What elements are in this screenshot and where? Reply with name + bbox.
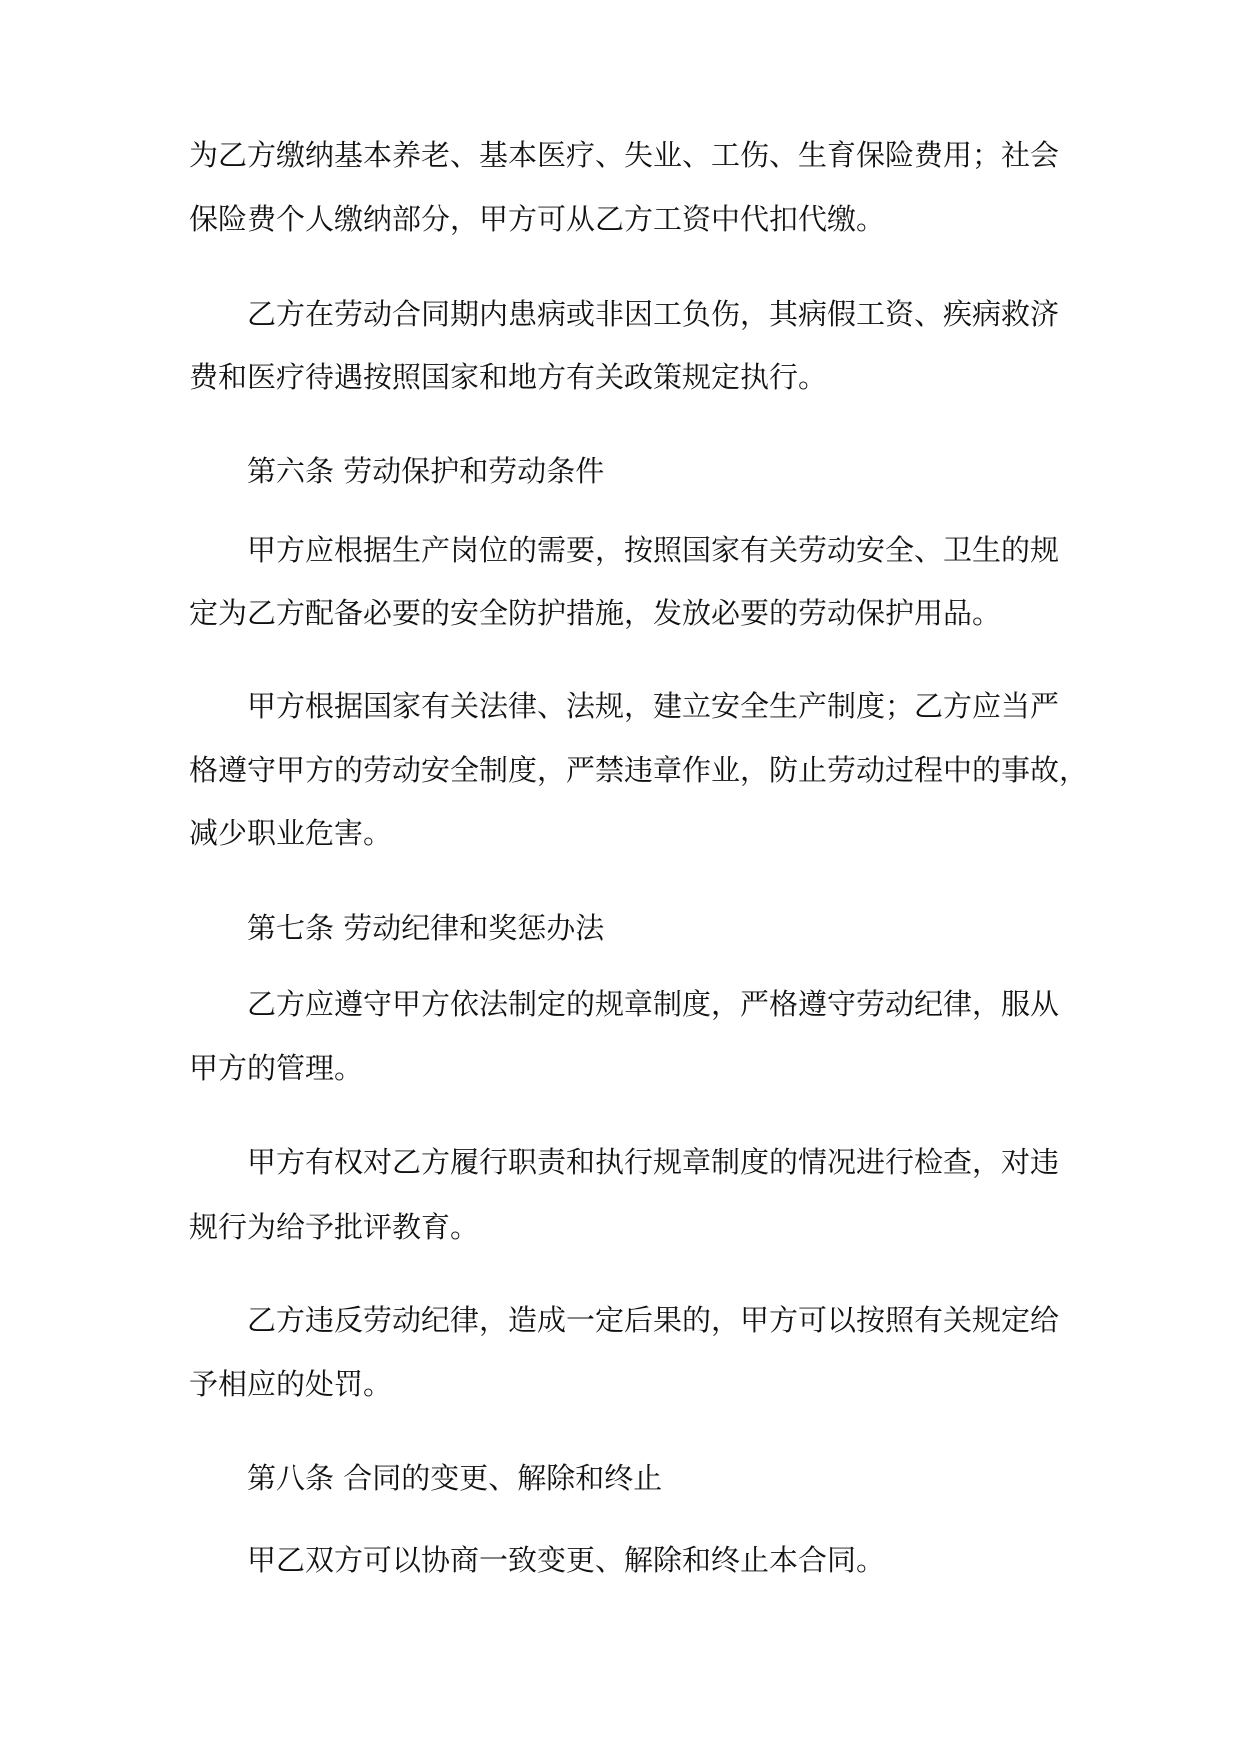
paragraph-line: 定为乙方配备必要的安全防护措施，发放必要的劳动保护用品。 (189, 596, 1002, 630)
paragraph-line: 甲乙双方可以协商一致变更、解除和终止本合同。 (247, 1543, 886, 1577)
paragraph-line: 规行为给予批评教育。 (189, 1210, 480, 1244)
paragraph-line: 格遵守甲方的劳动安全制度，严禁违章作业，防止劳动过程中的事故， (189, 753, 1089, 787)
paragraph-line: 乙方应遵守甲方依法制定的规章制度，严格遵守劳动纪律，服从 (247, 987, 1060, 1021)
paragraph-line: 乙方违反劳动纪律，造成一定后果的，甲方可以按照有关规定给 (247, 1303, 1060, 1337)
paragraph-line: 保险费个人缴纳部分，甲方可从乙方工资中代扣代缴。 (189, 202, 886, 236)
paragraph-line: 甲方有权对乙方履行职责和执行规章制度的情况进行检查，对违 (247, 1145, 1060, 1179)
paragraph-line: 甲方应根据生产岗位的需要，按照国家有关劳动安全、卫生的规 (247, 533, 1060, 567)
paragraph-line: 予相应的处罚。 (189, 1367, 393, 1401)
paragraph-line: 甲方根据国家有关法律、法规，建立安全生产制度；乙方应当严 (247, 689, 1060, 723)
paragraph-line: 减少职业危害。 (189, 816, 393, 850)
paragraph-line: 为乙方缴纳基本养老、基本医疗、失业、工伤、生育保险费用；社会 (189, 138, 1060, 172)
paragraph-line: 费和医疗待遇按照国家和地方有关政策规定执行。 (189, 360, 828, 394)
section-heading: 第八条 合同的变更、解除和终止 (247, 1461, 663, 1495)
paragraph-line: 甲方的管理。 (189, 1051, 364, 1085)
section-heading: 第六条 劳动保护和劳动条件 (247, 454, 605, 488)
section-heading: 第七条 劳动纪律和奖惩办法 (247, 911, 605, 945)
paragraph-line: 乙方在劳动合同期内患病或非因工负伤，其病假工资、疾病救济 (247, 297, 1060, 331)
